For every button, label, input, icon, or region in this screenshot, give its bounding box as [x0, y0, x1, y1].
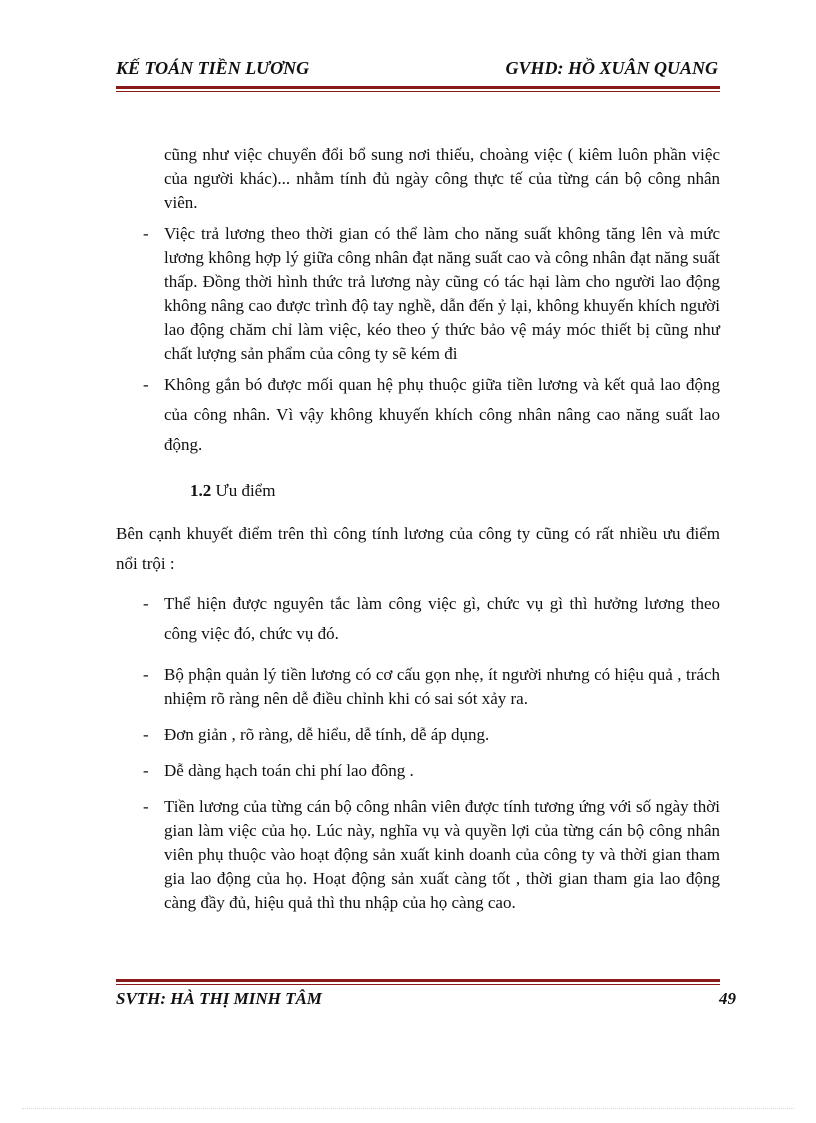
list-item-text: Tiền lương của từng cán bộ công nhân viên được tính tương ứng với số ngày thời gian làm việc của họ. Lúc này, nghĩa vụ và quyền lợi của từng cán bộ công nhân viên phụ thuộc vào hoạt động sản xuất kinh doanh của công ty và thời gian tham gia lao động của họ. Hoạt động sản xuất càng tốt , thời gian tham gia lao động càng đầy đủ, hiệu quả thì thu nhập của họ càng cao.: [164, 797, 720, 912]
list-item: [116, 222, 720, 366]
header-course-title: KẾ TOÁN TIỀN LƯƠNG: [116, 58, 310, 78]
footer-rule: [116, 979, 720, 985]
bullet-dash: -: [143, 594, 149, 613]
header-instructor: GVHD: HỒ XUÂN QUANG: [505, 58, 718, 78]
list-item: [116, 759, 720, 783]
list-item-text: Đơn giản , rõ ràng, dễ hiểu, dễ tính, dễ áp dụng.: [164, 725, 490, 744]
list-item-text: Bộ phận quản lý tiền lương có cơ cấu gọn nhẹ, ít người nhưng có hiệu quả , trách nhiệm rõ ràng nên dễ điều chỉnh khi có sai sót xảy ra.: [164, 665, 720, 708]
list-item: [116, 795, 720, 915]
bullet-dash: -: [143, 797, 149, 816]
header-rule: [116, 86, 720, 92]
list-item-text: Việc trả lương theo thời gian có thể làm cho năng suất không tăng lên và mức lương không hợp lý giữa công nhân đạt năng suất cao và công nhân đạt năng suất thấp. Đồng thời hình thức trả lương này cũng có tác hại làm cho người lao động không nâng cao được trình độ tay nghề, dẫn đến ỷ lại, không khuyến khích người lao động chăm chỉ làm việc, kéo theo ý thức bảo vệ máy móc thiết bị cũng như chất lượng sản phẩm của công ty sẽ kém đi: [164, 224, 720, 363]
list-item: [116, 663, 720, 711]
bullet-dash: -: [143, 224, 149, 243]
page-footer: [116, 989, 736, 1013]
section-heading: [116, 479, 720, 503]
bullet-dash: -: [143, 725, 149, 744]
bullet-dash: -: [143, 665, 149, 684]
bullet-dash: -: [143, 761, 149, 780]
list-item-text: Thể hiện được nguyên tắc làm công việc gì, chức vụ gì thì hưởng lương theo công việc đó, chức vụ đó.: [164, 594, 720, 643]
page-edge-divider: [22, 1108, 794, 1109]
section-number: 1.2: [190, 481, 212, 500]
footer-student: SVTH: HÀ THỊ MINH TÂM: [116, 989, 322, 1008]
page-header: [116, 58, 718, 84]
page-number: 49: [719, 989, 736, 1008]
list-item: [116, 589, 720, 649]
page-body: [116, 143, 720, 915]
section-title: Ưu điểm: [215, 481, 276, 500]
bullet-dash: -: [143, 375, 149, 394]
list-item: [116, 723, 720, 747]
section-intro: Bên cạnh khuyết điểm trên thì công tính lương của công ty cũng có rất nhiều ưu điểm nổi trội :: [116, 524, 720, 573]
list-item-text: Dễ dàng hạch toán chi phí lao đông .: [164, 761, 414, 780]
list-item: [116, 370, 720, 460]
intro-continuation: cũng như việc chuyển đổi bổ sung nơi thiếu, choàng việc ( kiêm luôn phần việc của người khác)... nhằm tính đủ ngày công thực tế của từng cán bộ công nhân viên.: [164, 145, 720, 212]
list-item-text: Không gắn bó được mối quan hệ phụ thuộc giữa tiền lương và kết quả lao động của công nhân. Vì vậy không khuyến khích công nhân nâng cao năng suất lao động.: [164, 375, 720, 454]
